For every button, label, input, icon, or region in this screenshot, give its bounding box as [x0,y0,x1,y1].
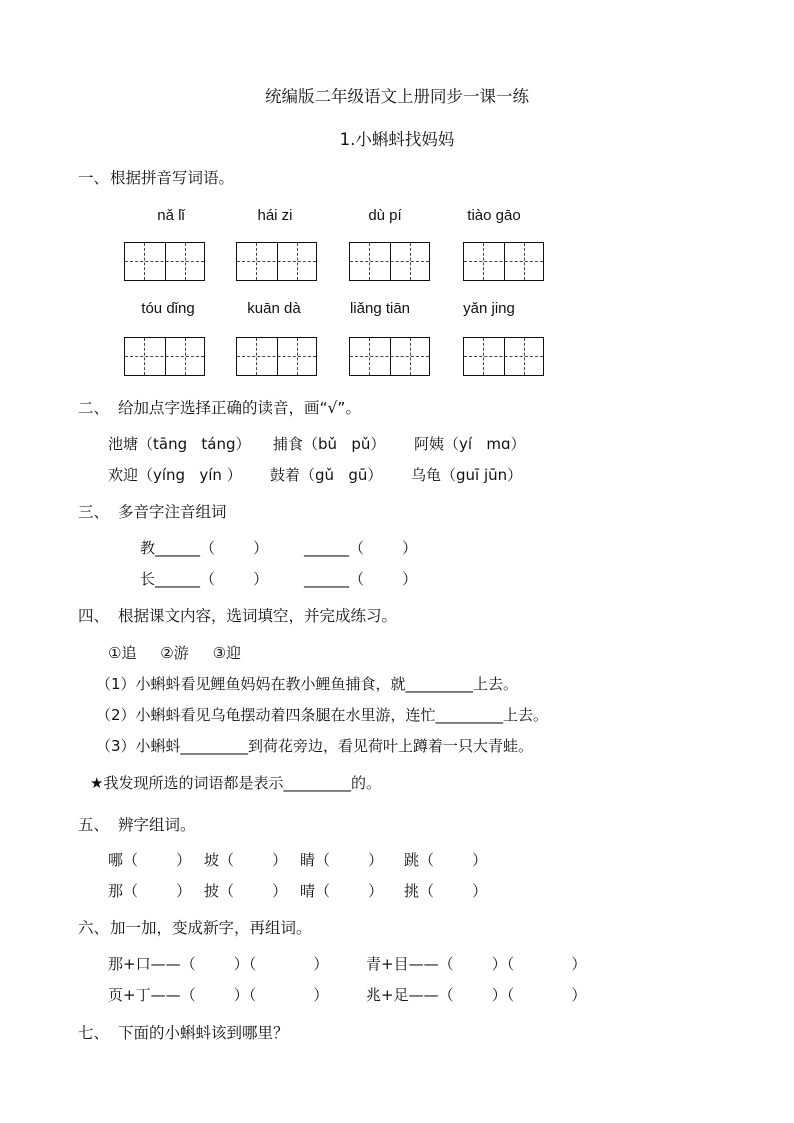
pinyin-label: nǎ lǐ [157,207,185,224]
pinyin-label: yǎn jing [463,300,515,317]
char-compare[interactable]: 跳（ ） [404,851,488,869]
section-1-number: 一、 [78,169,110,187]
polyphone-blank[interactable]: 长______（ ） [140,570,269,588]
section-5-heading: 辨字组词。 [118,816,196,834]
reading-choice[interactable]: 乌龟（guī jūn） [411,466,523,484]
fill-sentence[interactable]: （2）小蝌蚪看见乌龟摆动着四条腿在水里游，连忙_________上去。 [96,706,549,724]
writing-grid[interactable] [349,337,430,376]
char-addition[interactable]: 页+丁——（ ）（ ） [108,986,329,1004]
char-addition[interactable]: 青+目——（ ）（ ） [366,955,587,973]
reading-choice[interactable]: 阿姨（yí mɑ） [414,435,526,453]
pinyin-label: tiào gāo [467,207,521,224]
section-7-heading: 下面的小蝌蚪该到哪里？ [118,1024,289,1042]
section-4-heading: 根据课文内容，选词填空，并完成练习。 [118,607,398,625]
char-compare[interactable]: 披（ ） [204,882,288,900]
writing-grid[interactable] [349,242,430,281]
polyphone-blank[interactable]: ______（ ） [304,570,418,588]
fill-sentence[interactable]: （1）小蝌蚪看见鲤鱼妈妈在教小鲤鱼捕食，就_________上去。 [96,675,519,693]
pinyin-label: liǎng tiān [349,300,411,317]
star-summary[interactable]: ★我发现所选的词语都是表示_________的。 [90,774,381,792]
reading-choice[interactable]: 捕食（bǔ pǔ） [273,435,386,453]
section-1-heading: 根据拼音写词语。 [110,169,235,187]
section-3-number: 三、 [78,503,110,521]
pinyin-label: kuān dà [247,300,301,317]
polyphone-blank[interactable]: 教______（ ） [140,539,269,557]
char-compare[interactable]: 坡（ ） [204,851,288,869]
char-addition[interactable]: 那+口——（ ）（ ） [108,955,329,973]
section-7-number: 七、 [78,1024,110,1042]
writing-grid[interactable] [124,337,205,376]
section-2-heading: 给加点字选择正确的读音，画“√”。 [118,399,361,417]
section-4-number: 四、 [78,607,110,625]
char-compare[interactable]: 哪（ ） [108,851,192,869]
char-addition[interactable]: 兆+足——（ ）（ ） [366,986,587,1004]
word-options: ①追 ②游 ③迎 [108,644,242,662]
writing-grid[interactable] [463,337,544,376]
char-compare[interactable]: 晴（ ） [300,882,384,900]
reading-choice[interactable]: 欢迎（yíng yín ） [108,466,242,484]
reading-choice[interactable]: 鼓着（gǔ gū） [270,466,383,484]
reading-choice[interactable]: 池塘（tāng táng） [108,435,251,453]
writing-grid[interactable] [236,337,317,376]
pinyin-label: dù pí [368,207,402,224]
worksheet-title: 统编版二年级语文上册同步一课一练 [265,87,529,106]
pinyin-label: tóu dǐng [141,300,195,317]
writing-grid[interactable] [463,242,544,281]
char-compare[interactable]: 那（ ） [108,882,192,900]
pinyin-label: hái zi [257,207,293,224]
section-6-heading: 加一加，变成新字，再组词。 [110,919,312,937]
char-compare[interactable]: 睛（ ） [300,851,384,869]
lesson-title: 1.小蝌蚪找妈妈 [339,130,455,149]
polyphone-blank[interactable]: ______（ ） [304,539,418,557]
writing-grid[interactable] [124,242,205,281]
writing-grid[interactable] [236,242,317,281]
fill-sentence[interactable]: （3）小蝌蚪_________到荷花旁边，看见荷叶上蹲着一只大青蛙。 [96,737,534,755]
section-2-number: 二、 [78,399,110,417]
section-3-heading: 多音字注音组词 [118,503,227,521]
char-compare[interactable]: 挑（ ） [404,882,488,900]
section-6-number: 六、 [78,919,110,937]
section-5-number: 五、 [78,816,110,834]
